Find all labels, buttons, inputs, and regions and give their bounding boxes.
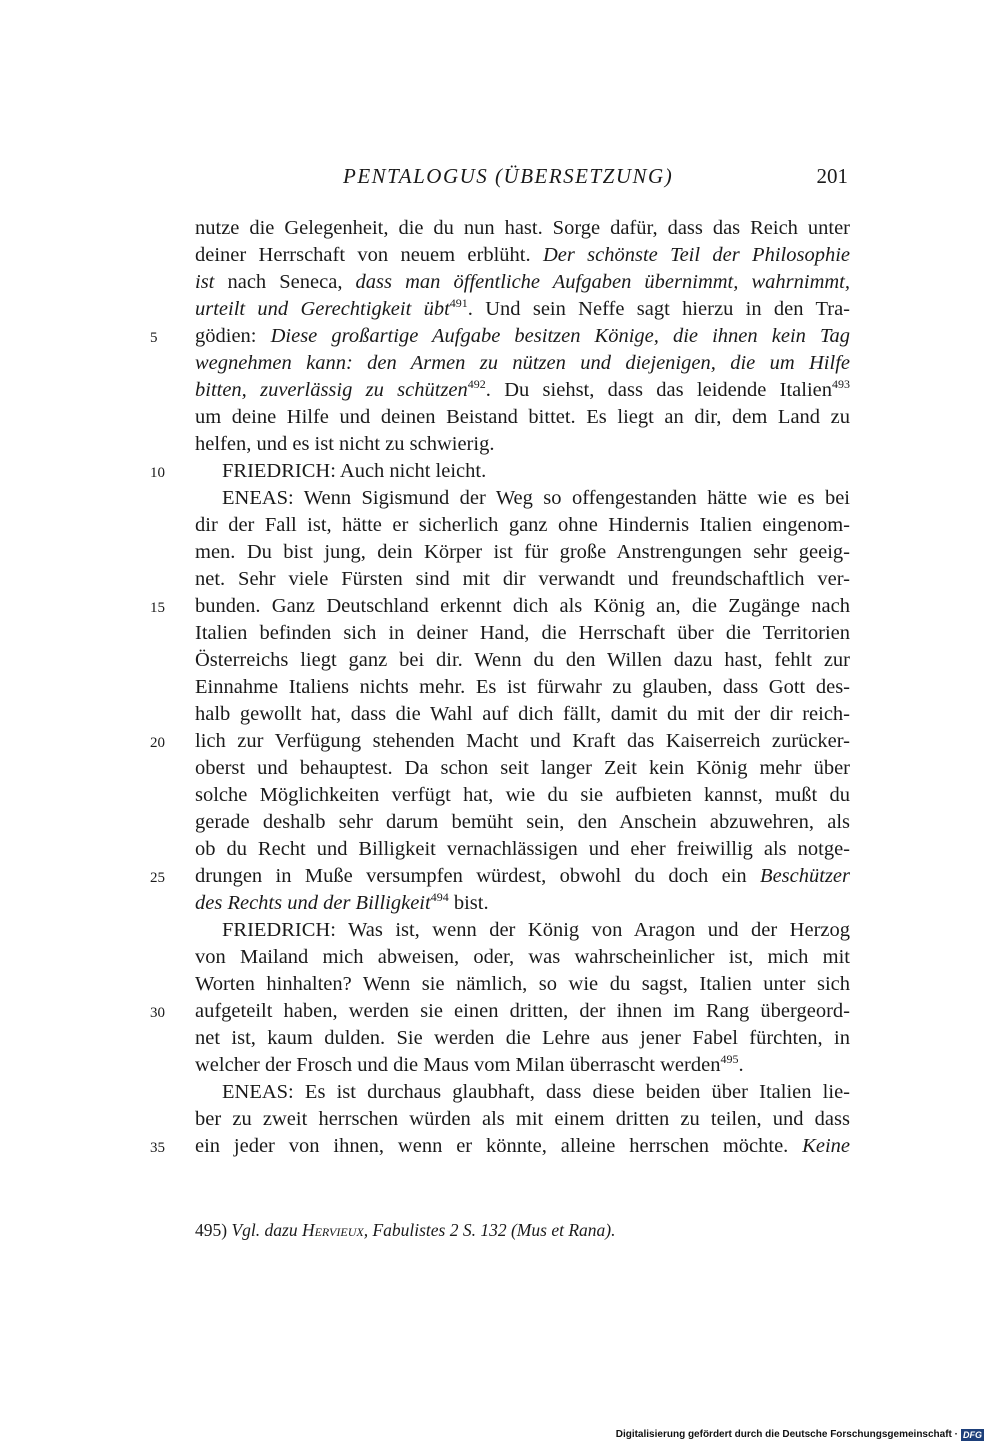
text-run: gerade deshalb sehr darum bemüht sein, den Anschein abzuwehren, als bbox=[195, 811, 850, 833]
text-line bbox=[195, 836, 850, 863]
page-number: 201 bbox=[816, 164, 848, 188]
text-run: Einnahme Italiens nichts mehr. Es ist fürwahr zu glauben, dass Gott des- bbox=[195, 676, 850, 698]
text-run: von Mailand mich abweisen, oder, was wahrscheinlicher ist, mich mit bbox=[195, 946, 850, 968]
text-run: welcher der Frosch und die Maus vom Milan überrascht werden bbox=[195, 1054, 721, 1076]
text-run: FRIEDRICH: Was ist, wenn der König von Aragon und der Herzog bbox=[222, 919, 850, 941]
text-line bbox=[195, 971, 850, 998]
footnote-ref: 491 bbox=[449, 296, 468, 311]
text-line bbox=[222, 458, 850, 485]
text-line bbox=[195, 1133, 850, 1160]
text-line bbox=[195, 998, 850, 1025]
text-run: ber zu zweit herrschen würden als mit einem dritten zu teilen, und dass bbox=[195, 1108, 850, 1130]
text-line bbox=[195, 323, 850, 350]
text-run: oberst und behauptest. Da schon seit langer Zeit kein König mehr über bbox=[195, 757, 850, 779]
text-line bbox=[195, 566, 850, 593]
italic-run: Diese großartige Aufgabe besitzen Könige, die ihnen kein Tag bbox=[270, 325, 850, 347]
italic-run: dass man öffentliche Aufgaben übernimmt, wahrnimmt, bbox=[355, 271, 850, 293]
text-run: FRIEDRICH: Auch nicht leicht. bbox=[222, 460, 487, 482]
text-line bbox=[195, 404, 850, 431]
line-number: 30 bbox=[150, 1005, 165, 1021]
footnote-text-before: Vgl. dazu bbox=[231, 1220, 302, 1240]
text-line bbox=[222, 1079, 850, 1106]
text-run: solche Möglichkeiten verfügt hat, wie du sie aufbieten kannst, mußt du bbox=[195, 784, 850, 806]
text-run: ENEAS: Es ist durchaus glaubhaft, dass diese beiden über Italien lie- bbox=[222, 1081, 850, 1103]
italic-run: Der schönste Teil der Philosophie bbox=[542, 244, 850, 266]
text-line bbox=[195, 674, 850, 701]
text-line bbox=[195, 350, 850, 377]
text-line bbox=[195, 1106, 850, 1133]
line-number: 20 bbox=[150, 735, 165, 751]
italic-run: wegnehmen kann: den Armen zu nützen und diejenigen, die um Hilfe bbox=[195, 352, 850, 374]
text-run: um deine Hilfe und deinen Beistand bittet. Es liegt an dir, dem Land zu bbox=[195, 406, 850, 428]
footnote-ref: 494 bbox=[430, 890, 449, 905]
text-run: ENEAS: Wenn Sigismund der Weg so offengestanden hätte wie es bei bbox=[222, 487, 850, 509]
text-line bbox=[195, 620, 850, 647]
text-run: Italien befinden sich in deiner Hand, die Herrschaft über die Territorien bbox=[195, 622, 850, 644]
text-run: Österreichs liegt ganz bei dir. Wenn du den Willen dazu hast, fehlt zur bbox=[195, 649, 850, 671]
text-run: . bbox=[738, 1054, 744, 1076]
text-line bbox=[195, 1025, 850, 1052]
text-run: nach Seneca, bbox=[214, 271, 356, 293]
footnote-495 bbox=[195, 1218, 850, 1242]
footnote-ref: 492 bbox=[467, 377, 486, 392]
text-line bbox=[195, 215, 850, 242]
text-run: men. Du bist jung, dein Körper ist für große Anstrengungen sehr geeig- bbox=[195, 541, 850, 563]
text-line bbox=[195, 1052, 850, 1079]
text-run: gödien: bbox=[195, 325, 271, 347]
text-run: . Du siehst, dass das leidende Italien bbox=[485, 379, 832, 401]
text-line bbox=[195, 593, 850, 620]
italic-run: des Rechts und der Billigkeit bbox=[195, 892, 431, 914]
footnote-number: 495) bbox=[195, 1220, 228, 1240]
footnote-author: Hervieux bbox=[301, 1220, 364, 1240]
text-run: nutze die Gelegenheit, die du nun hast. Sorge dafür, dass das Reich unter bbox=[195, 217, 850, 239]
italic-run: Keine bbox=[802, 1135, 850, 1157]
text-line bbox=[222, 485, 850, 512]
text-line bbox=[195, 512, 850, 539]
running-head bbox=[195, 164, 850, 196]
footnote-text-after: , Fabulistes 2 S. 132 (Mus et Rana). bbox=[363, 1220, 616, 1240]
text-line bbox=[195, 809, 850, 836]
text-line bbox=[195, 728, 850, 755]
text-run: bunden. Ganz Deutschland erkennt dich als König an, die Zugänge nach bbox=[195, 595, 850, 617]
footnote-ref: 493 bbox=[832, 377, 850, 392]
dfg-logo: DFG bbox=[963, 1430, 982, 1440]
line-number: 15 bbox=[150, 600, 165, 616]
text-run: bist. bbox=[448, 892, 489, 914]
text-line bbox=[195, 539, 850, 566]
text-line bbox=[195, 944, 850, 971]
text-run: deiner Herrschaft von neuem erblüht. bbox=[195, 244, 543, 266]
text-line bbox=[195, 890, 850, 917]
line-number: 35 bbox=[150, 1140, 165, 1156]
text-line bbox=[195, 296, 850, 323]
text-line bbox=[195, 755, 850, 782]
text-run: lich zur Verfügung stehenden Macht und Kraft das Kaiserreich zurücker- bbox=[195, 730, 850, 752]
dfg-notice-text: Digitalisierung gefördert durch die Deutsche Forschungsgemeinschaft · bbox=[615, 1429, 958, 1440]
text-line bbox=[195, 782, 850, 809]
text-line bbox=[195, 269, 850, 296]
text-line bbox=[222, 917, 850, 944]
running-title: PENTALOGUS (ÜBERSETZUNG) bbox=[343, 164, 674, 188]
italic-run: Beschützer bbox=[760, 865, 850, 887]
text-line bbox=[195, 863, 850, 890]
line-number: 25 bbox=[150, 870, 165, 886]
text-run: helfen, und es ist nicht zu schwierig. bbox=[195, 433, 495, 455]
text-run: aufgeteilt haben, werden sie einen dritten, der ihnen im Rang übergeord- bbox=[195, 1000, 850, 1022]
italic-run: ist bbox=[195, 271, 215, 293]
text-run: Worten hinhalten? Wenn sie nämlich, so wie du sagst, Italien unter sich bbox=[195, 973, 850, 995]
text-run: . Und sein Neffe sagt hierzu in den Tra- bbox=[467, 298, 850, 320]
italic-run: urteilt und Gerechtigkeit übt bbox=[195, 298, 450, 320]
text-line bbox=[195, 377, 850, 404]
text-line bbox=[195, 647, 850, 674]
text-run: net ist, kaum dulden. Sie werden die Lehre aus jener Fabel fürchten, in bbox=[195, 1027, 850, 1049]
text-run: net. Sehr viele Fürsten sind mit dir verwandt und freundschaftlich ver- bbox=[195, 568, 850, 590]
footnote-ref: 495 bbox=[720, 1052, 739, 1067]
dfg-funding-notice bbox=[616, 1428, 984, 1442]
text-run: dir der Fall ist, hätte er sicherlich ganz ohne Hindernis Italien eingenom- bbox=[195, 514, 850, 536]
text-line bbox=[195, 431, 850, 458]
text-run: ob du Recht und Billigkeit vernachlässigen und eher freiwillig als notge- bbox=[195, 838, 850, 860]
text-run: ein jeder von ihnen, wenn er könnte, alleine herrschen möchte. bbox=[195, 1135, 803, 1157]
italic-run: bitten, zuverlässig zu schützen bbox=[195, 379, 468, 401]
text-run: halb gewollt hat, dass die Wahl auf dich fällt, damit du mit der dir reich- bbox=[195, 703, 850, 725]
text-line bbox=[195, 701, 850, 728]
line-number: 5 bbox=[150, 330, 158, 346]
text-run: drungen in Muße versumpfen würdest, obwohl du doch ein bbox=[195, 865, 761, 887]
text-line bbox=[195, 242, 850, 269]
line-number: 10 bbox=[150, 465, 165, 481]
